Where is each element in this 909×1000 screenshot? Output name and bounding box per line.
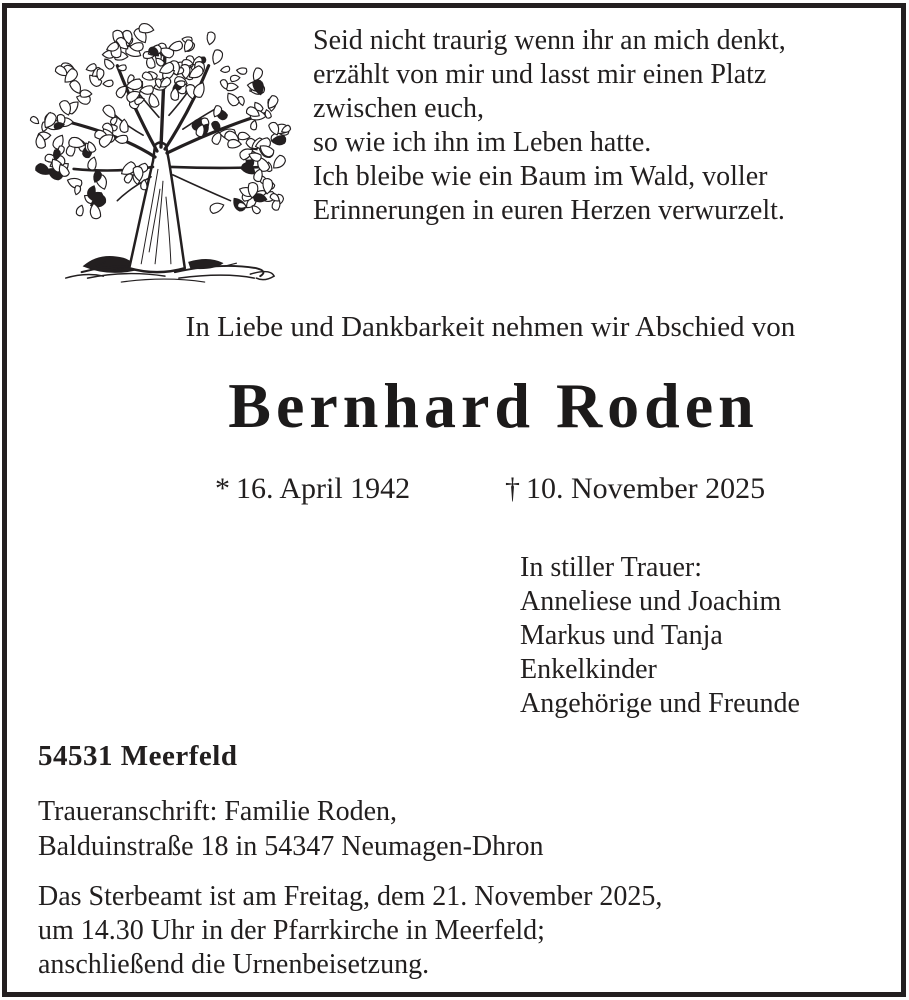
mourners-list xyxy=(520,551,800,721)
poem-line: erzählt von mir und lasst mir einen Platz xyxy=(313,59,767,90)
poem-line: Ich bleibe wie ein Baum im Wald, voller xyxy=(313,161,768,192)
mourner-line: Angehörige und Freunde xyxy=(520,688,800,719)
farewell-line: In Liebe und Dankbarkeit nehmen wir Abschied von xyxy=(185,311,796,343)
address-line: Traueranschrift: Familie Roden, xyxy=(38,796,398,827)
birth-date xyxy=(215,472,410,506)
service-line: Das Sterbeamt ist am Freitag, dem 21. November 2025, xyxy=(38,881,663,912)
birth-date-text: 16. April 1942 xyxy=(236,472,411,505)
death-date-text: 10. November 2025 xyxy=(526,472,766,505)
death-date xyxy=(505,472,765,506)
address-line: Balduinstraße 18 in 54347 Neumagen-Dhron xyxy=(38,831,544,862)
mourner-line: Anneliese und Joachim xyxy=(520,586,782,617)
service-info xyxy=(38,880,662,982)
poem-line: zwischen euch, xyxy=(313,93,485,124)
mourner-line: Markus und Tanja xyxy=(520,620,723,651)
poem-line: Erinnerungen in euren Herzen verwurzelt. xyxy=(313,195,785,226)
mourner-line: Enkelkinder xyxy=(520,654,657,685)
tree-illustration xyxy=(26,18,294,296)
city-line: 54531 Meerfeld xyxy=(38,740,238,772)
poem-line: so wie ich ihn im Leben hatte. xyxy=(313,127,652,158)
service-line: anschließend die Urnenbeisetzung. xyxy=(38,949,430,980)
poem-line: Seid nicht traurig wenn ihr an mich denkt, xyxy=(313,25,786,56)
birth-star-icon: * xyxy=(215,472,230,505)
deceased-name: Bernhard Roden xyxy=(228,370,759,441)
mourning-address xyxy=(38,794,543,864)
memorial-poem xyxy=(313,24,889,228)
mourners-heading: In stiller Trauer: xyxy=(520,552,702,583)
death-cross-icon: † xyxy=(505,472,520,505)
service-line: um 14.30 Uhr in der Pfarrkirche in Meerfeld; xyxy=(38,915,545,946)
